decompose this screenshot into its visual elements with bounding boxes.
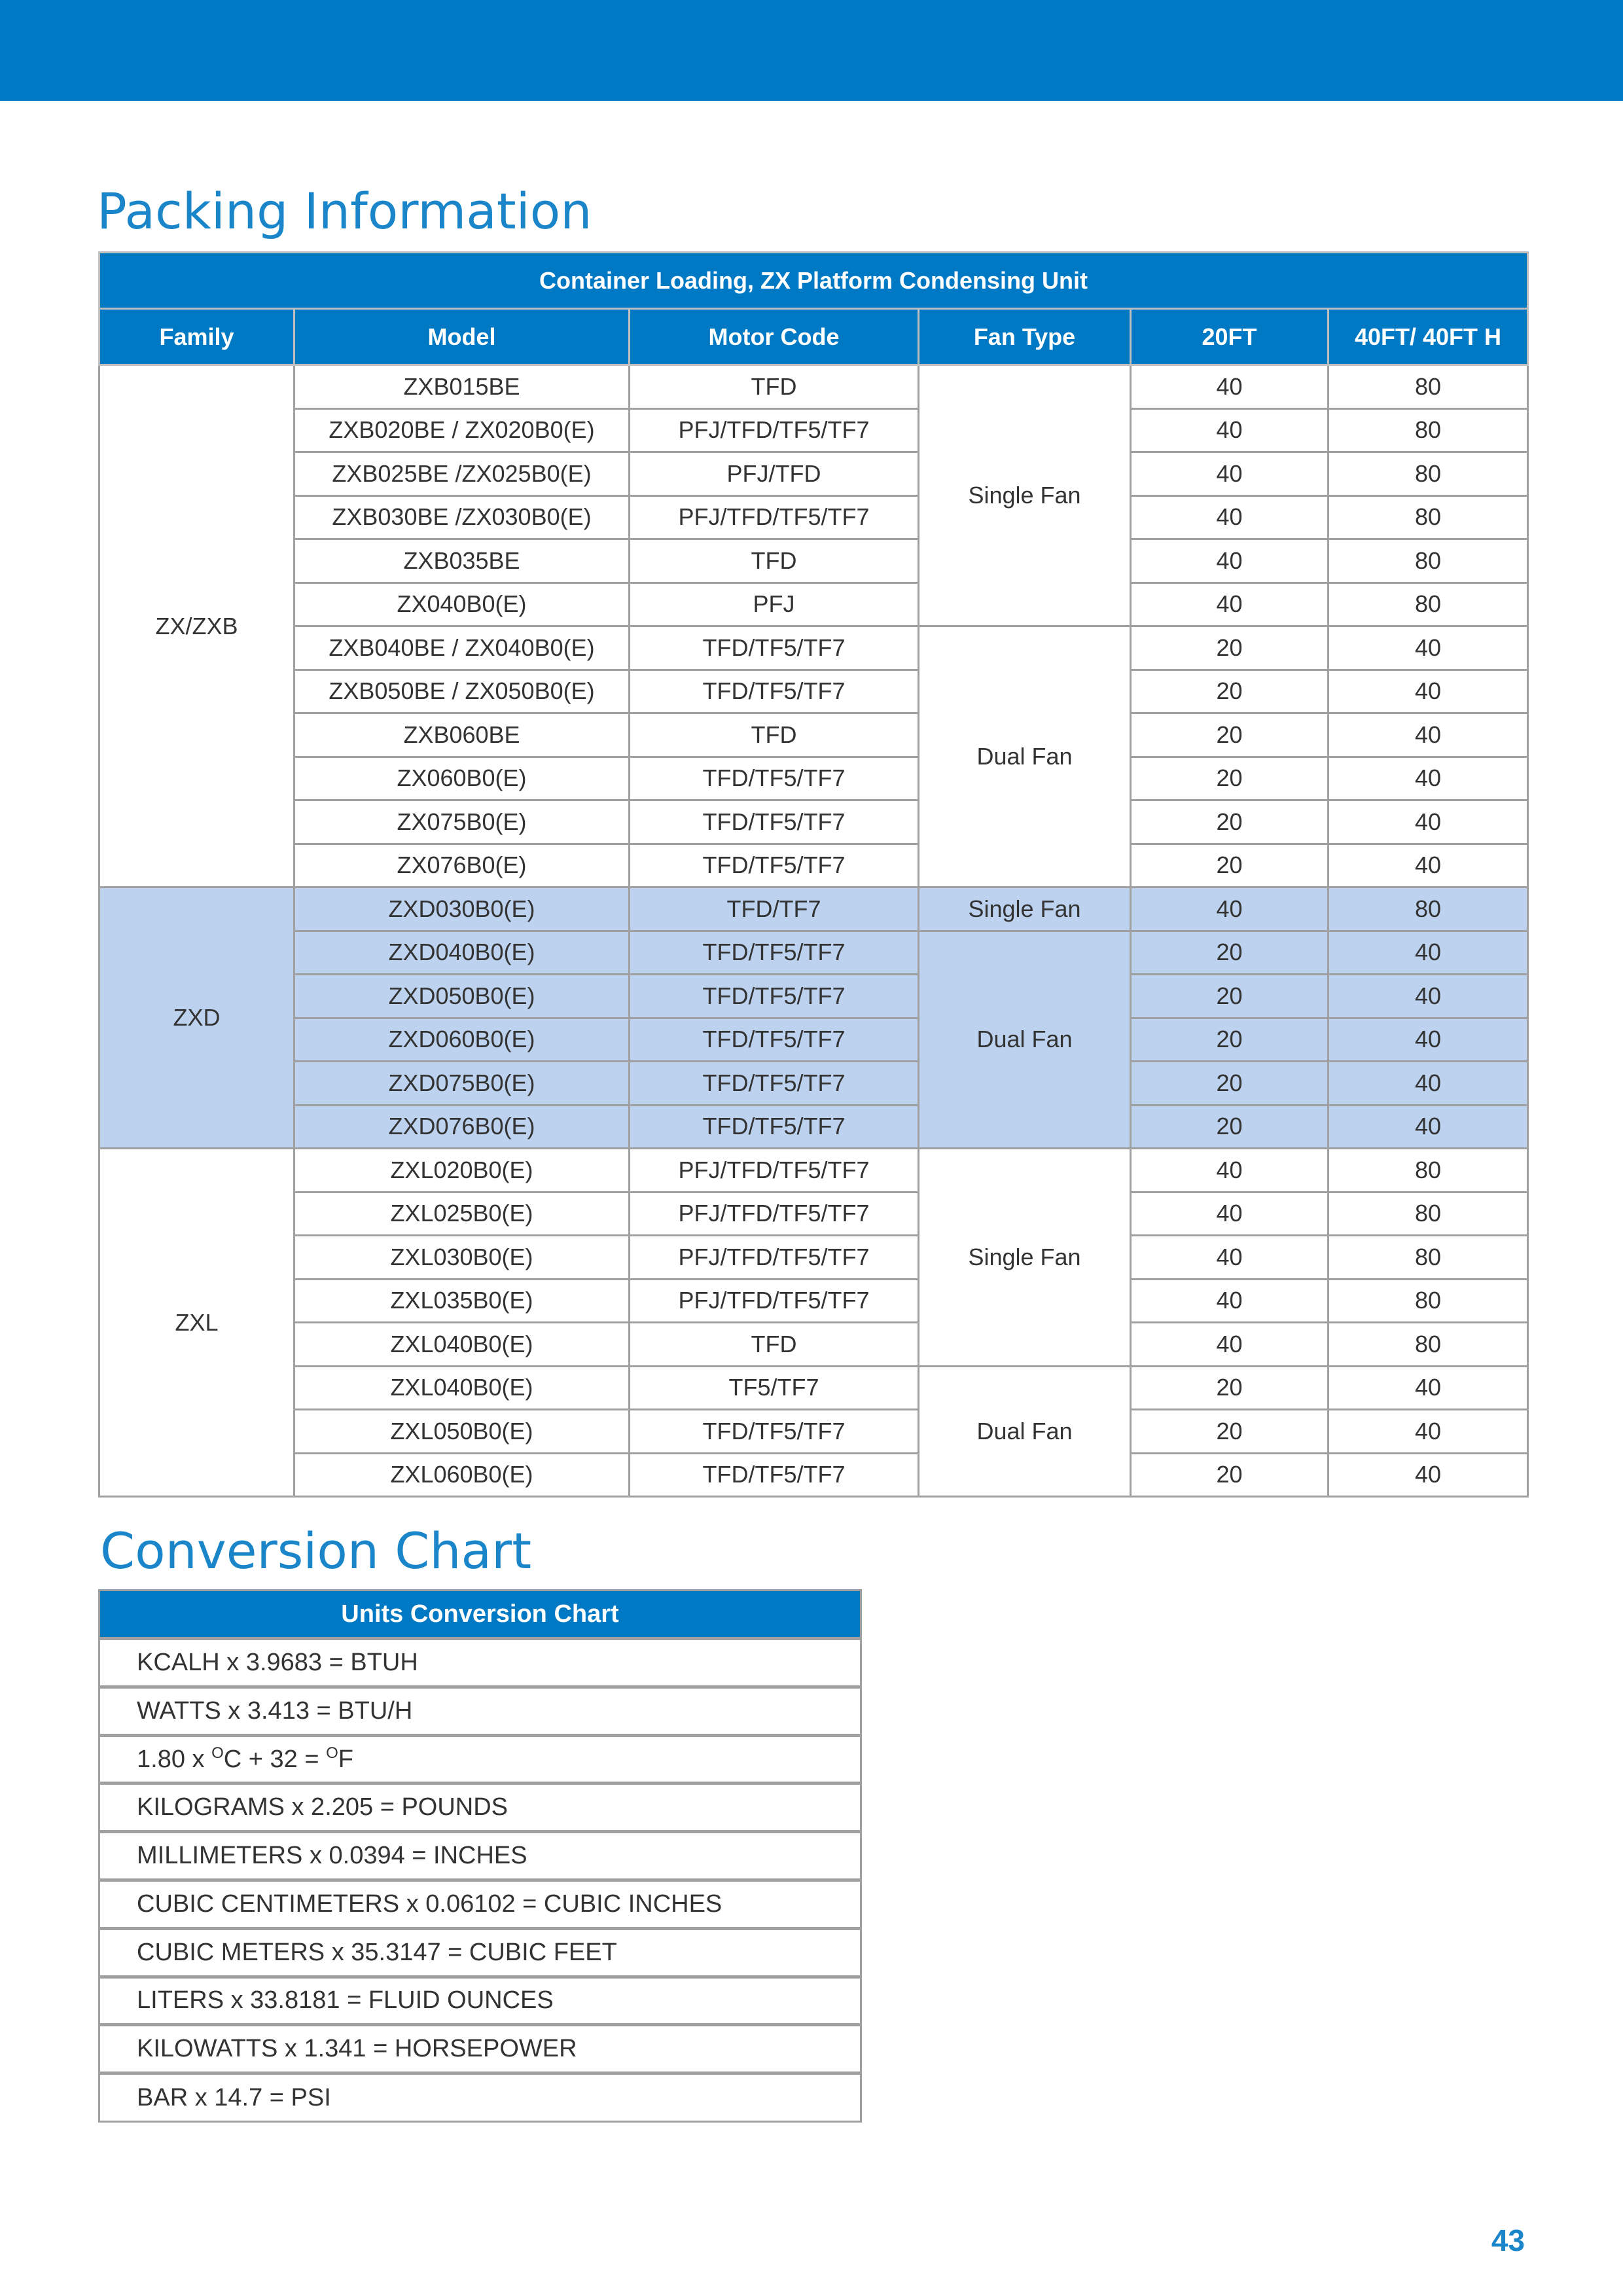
qty-40ft-cell: 40 <box>1329 1105 1528 1149</box>
table-row <box>99 452 1528 496</box>
motor-code-cell: PFJ/TFD/TF5/TF7 <box>630 408 919 452</box>
motor-code-cell: TFD/TF5/TF7 <box>630 931 919 975</box>
motor-code-cell: PFJ/TFD <box>630 452 919 496</box>
conversion-row: KILOGRAMS x 2.205 = POUNDS <box>99 1784 861 1832</box>
model-cell: ZXB030BE /ZX030B0(E) <box>294 495 630 539</box>
table-row <box>99 1149 1528 1193</box>
qty-40ft-cell: 40 <box>1329 1453 1528 1497</box>
conversion-row: KCALH x 3.9683 = BTUH <box>99 1639 861 1687</box>
motor-code-cell: TFD <box>630 1323 919 1367</box>
qty-40ft-cell: 40 <box>1329 1062 1528 1105</box>
qty-40ft-cell: 80 <box>1329 1279 1528 1323</box>
fan-type-cell: Dual Fan <box>919 931 1131 1149</box>
qty-20ft-cell: 20 <box>1131 1105 1329 1149</box>
fan-type-cell: Single Fan <box>919 888 1131 931</box>
model-cell: ZX060B0(E) <box>294 757 630 800</box>
packing-title: Packing Information <box>97 182 592 240</box>
motor-code-cell: TFD/TF5/TF7 <box>630 626 919 670</box>
qty-40ft-cell: 40 <box>1329 800 1528 844</box>
header-family: Family <box>99 309 294 365</box>
conversion-row: MILLIMETERS x 0.0394 = INCHES <box>99 1832 861 1880</box>
qty-20ft-cell: 40 <box>1131 1279 1329 1323</box>
table-row <box>99 408 1528 452</box>
qty-40ft-cell: 40 <box>1329 1410 1528 1454</box>
model-cell: ZXL060B0(E) <box>294 1453 630 1497</box>
qty-20ft-cell: 20 <box>1131 1018 1329 1062</box>
qty-40ft-cell: 40 <box>1329 1018 1528 1062</box>
motor-code-cell: TF5/TF7 <box>630 1366 919 1410</box>
qty-40ft-cell: 80 <box>1329 583 1528 626</box>
model-cell: ZXB035BE <box>294 539 630 583</box>
motor-code-cell: PFJ/TFD/TF5/TF7 <box>630 1236 919 1280</box>
model-cell: ZXL035B0(E) <box>294 1279 630 1323</box>
table-row <box>99 713 1528 757</box>
conversion-row: LITERS x 33.8181 = FLUID OUNCES <box>99 1977 861 2025</box>
table-row <box>99 757 1528 800</box>
qty-20ft-cell: 20 <box>1131 844 1329 888</box>
motor-code-cell: TFD/TF5/TF7 <box>630 1410 919 1454</box>
motor-code-cell: PFJ <box>630 583 919 626</box>
model-cell: ZXB025BE /ZX025B0(E) <box>294 452 630 496</box>
table-row <box>99 800 1528 844</box>
qty-40ft-cell: 80 <box>1329 888 1528 931</box>
motor-code-cell: TFD/TF5/TF7 <box>630 757 919 800</box>
table-row <box>99 844 1528 888</box>
qty-40ft-cell: 40 <box>1329 713 1528 757</box>
table-row <box>99 1236 1528 1280</box>
model-cell: ZXB015BE <box>294 365 630 409</box>
table-row <box>99 1453 1528 1497</box>
qty-20ft-cell: 20 <box>1131 975 1329 1018</box>
qty-20ft-cell: 20 <box>1131 1062 1329 1105</box>
fan-type-cell: Dual Fan <box>919 1366 1131 1497</box>
fan-type-cell: Dual Fan <box>919 626 1131 888</box>
motor-code-cell: TFD <box>630 539 919 583</box>
qty-20ft-cell: 40 <box>1131 1149 1329 1193</box>
motor-code-cell: TFD/TF5/TF7 <box>630 975 919 1018</box>
fan-type-cell: Single Fan <box>919 365 1131 626</box>
qty-40ft-cell: 80 <box>1329 1192 1528 1236</box>
table-row <box>99 1105 1528 1149</box>
packing-table <box>98 251 1529 1498</box>
qty-20ft-cell: 40 <box>1131 1192 1329 1236</box>
model-cell: ZXL040B0(E) <box>294 1366 630 1410</box>
motor-code-cell: PFJ/TFD/TF5/TF7 <box>630 495 919 539</box>
page-number: 43 <box>1491 2223 1525 2257</box>
top-banner <box>0 0 1623 101</box>
table-row <box>99 365 1528 409</box>
model-cell: ZXD040B0(E) <box>294 931 630 975</box>
table-row <box>99 1323 1528 1367</box>
table-row <box>99 975 1528 1018</box>
conversion-row: CUBIC CENTIMETERS x 0.06102 = CUBIC INCHES <box>99 1880 861 1928</box>
qty-20ft-cell: 20 <box>1131 931 1329 975</box>
qty-40ft-cell: 80 <box>1329 1323 1528 1367</box>
packing-table-title: Container Loading, ZX Platform Condensing Unit <box>99 253 1528 309</box>
table-row <box>99 1366 1528 1410</box>
qty-20ft-cell: 20 <box>1131 1410 1329 1454</box>
model-cell: ZXB040BE / ZX040B0(E) <box>294 626 630 670</box>
qty-40ft-cell: 40 <box>1329 844 1528 888</box>
qty-20ft-cell: 40 <box>1131 539 1329 583</box>
motor-code-cell: TFD/TF5/TF7 <box>630 1062 919 1105</box>
qty-20ft-cell: 20 <box>1131 670 1329 713</box>
qty-40ft-cell: 80 <box>1329 539 1528 583</box>
model-cell: ZXD030B0(E) <box>294 888 630 931</box>
qty-40ft-cell: 80 <box>1329 452 1528 496</box>
table-row <box>99 1018 1528 1062</box>
conversion-row: 1.80 x $^O$C + 32 = $^O$F <box>99 1735 861 1784</box>
motor-code-cell: PFJ/TFD/TF5/TF7 <box>630 1149 919 1193</box>
qty-20ft-cell: 20 <box>1131 757 1329 800</box>
model-cell: ZXD076B0(E) <box>294 1105 630 1149</box>
model-cell: ZXD075B0(E) <box>294 1062 630 1105</box>
conversion-table-title: Units Conversion Chart <box>99 1590 861 1639</box>
motor-code-cell: TFD/TF5/TF7 <box>630 1105 919 1149</box>
qty-40ft-cell: 80 <box>1329 1149 1528 1193</box>
qty-40ft-cell: 40 <box>1329 670 1528 713</box>
motor-code-cell: TFD/TF5/TF7 <box>630 1453 919 1497</box>
qty-20ft-cell: 40 <box>1131 888 1329 931</box>
qty-40ft-cell: 40 <box>1329 1366 1528 1410</box>
family-cell: ZXL <box>99 1149 294 1497</box>
table-row <box>99 1279 1528 1323</box>
model-cell: ZX040B0(E) <box>294 583 630 626</box>
model-cell: ZXD050B0(E) <box>294 975 630 1018</box>
model-cell: ZXB050BE / ZX050B0(E) <box>294 670 630 713</box>
qty-20ft-cell: 20 <box>1131 713 1329 757</box>
qty-40ft-cell: 80 <box>1329 495 1528 539</box>
conversion-row: KILOWATTS x 1.341 = HORSEPOWER <box>99 2025 861 2073</box>
qty-20ft-cell: 20 <box>1131 626 1329 670</box>
motor-code-cell: TFD <box>630 365 919 409</box>
table-row <box>99 583 1528 626</box>
model-cell: ZXL050B0(E) <box>294 1410 630 1454</box>
family-cell: ZX/ZXB <box>99 365 294 888</box>
qty-40ft-cell: 80 <box>1329 1236 1528 1280</box>
qty-40ft-cell: 40 <box>1329 626 1528 670</box>
qty-40ft-cell: 40 <box>1329 931 1528 975</box>
model-cell: ZX075B0(E) <box>294 800 630 844</box>
header-motor-code: Motor Code <box>630 309 919 365</box>
qty-20ft-cell: 40 <box>1131 1236 1329 1280</box>
qty-40ft-cell: 40 <box>1329 757 1528 800</box>
model-cell: ZXB060BE <box>294 713 630 757</box>
table-row <box>99 626 1528 670</box>
qty-20ft-cell: 40 <box>1131 365 1329 409</box>
table-row <box>99 1410 1528 1454</box>
motor-code-cell: TFD/TF5/TF7 <box>630 1018 919 1062</box>
qty-20ft-cell: 40 <box>1131 583 1329 626</box>
qty-20ft-cell: 20 <box>1131 800 1329 844</box>
table-row <box>99 495 1528 539</box>
table-row <box>99 1062 1528 1105</box>
conversion-table <box>98 1589 862 2123</box>
motor-code-cell: TFD/TF7 <box>630 888 919 931</box>
motor-code-cell: TFD/TF5/TF7 <box>630 670 919 713</box>
table-row <box>99 539 1528 583</box>
header-fan-type: Fan Type <box>919 309 1131 365</box>
qty-20ft-cell: 40 <box>1131 452 1329 496</box>
model-cell: ZXL025B0(E) <box>294 1192 630 1236</box>
conversion-row: WATTS x 3.413 = BTU/H <box>99 1687 861 1735</box>
model-cell: ZXL030B0(E) <box>294 1236 630 1280</box>
motor-code-cell: PFJ/TFD/TF5/TF7 <box>630 1192 919 1236</box>
qty-20ft-cell: 20 <box>1131 1453 1329 1497</box>
model-cell: ZX076B0(E) <box>294 844 630 888</box>
header-20ft: 20FT <box>1131 309 1329 365</box>
model-cell: ZXB020BE / ZX020B0(E) <box>294 408 630 452</box>
model-cell: ZXL020B0(E) <box>294 1149 630 1193</box>
motor-code-cell: TFD/TF5/TF7 <box>630 844 919 888</box>
table-row <box>99 1192 1528 1236</box>
model-cell: ZXD060B0(E) <box>294 1018 630 1062</box>
table-row <box>99 931 1528 975</box>
header-model: Model <box>294 309 630 365</box>
fan-type-cell: Single Fan <box>919 1149 1131 1367</box>
motor-code-cell: PFJ/TFD/TF5/TF7 <box>630 1279 919 1323</box>
family-cell: ZXD <box>99 888 294 1149</box>
qty-40ft-cell: 40 <box>1329 975 1528 1018</box>
qty-20ft-cell: 40 <box>1131 1323 1329 1367</box>
conversion-row: CUBIC METERS x 35.3147 = CUBIC FEET <box>99 1928 861 1977</box>
qty-40ft-cell: 80 <box>1329 408 1528 452</box>
table-row <box>99 888 1528 931</box>
qty-40ft-cell: 80 <box>1329 365 1528 409</box>
conversion-row: BAR x 14.7 = PSI <box>99 2073 861 2122</box>
conversion-title: Conversion Chart <box>100 1522 532 1580</box>
qty-20ft-cell: 20 <box>1131 1366 1329 1410</box>
qty-20ft-cell: 40 <box>1131 408 1329 452</box>
header-40ft: 40FT/ 40FT H <box>1329 309 1528 365</box>
model-cell: ZXL040B0(E) <box>294 1323 630 1367</box>
motor-code-cell: TFD <box>630 713 919 757</box>
qty-20ft-cell: 40 <box>1131 495 1329 539</box>
motor-code-cell: TFD/TF5/TF7 <box>630 800 919 844</box>
table-row <box>99 670 1528 713</box>
